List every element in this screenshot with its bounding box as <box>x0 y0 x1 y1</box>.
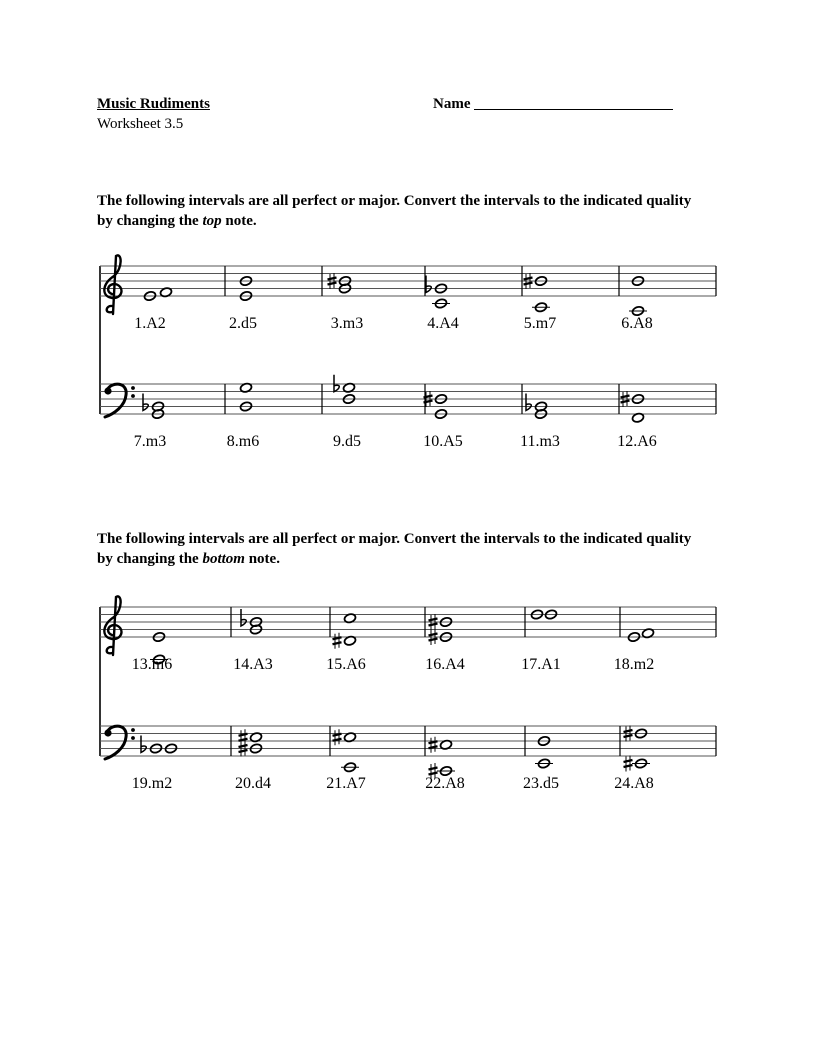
interval-label: 12.A6 <box>617 433 657 450</box>
interval-label: 6.A8 <box>621 315 653 332</box>
flat-sign <box>141 736 146 753</box>
instruction-top-note: The following intervals are all perfect or major. Convert the intervals to the indicated quality by changing the top note. <box>97 193 692 229</box>
interval-label: 3.m3 <box>330 315 364 332</box>
interval-label: 19.m2 <box>131 775 173 792</box>
worksheet-label: Worksheet 3.5 <box>97 116 184 132</box>
interval-9.d5 <box>334 375 356 405</box>
interval-21.A7 <box>333 729 360 772</box>
interval-22.A8 <box>429 737 456 779</box>
interval-label: 23.d5 <box>523 775 559 792</box>
staff <box>100 726 716 756</box>
interval-label: 17.A1 <box>521 656 561 673</box>
flat-sign <box>334 375 339 392</box>
interval-5.m7 <box>524 273 551 313</box>
interval-label: 14.A3 <box>233 656 273 673</box>
flat-sign <box>241 609 246 626</box>
interval-15.A6 <box>333 613 357 649</box>
course-title: Music Rudiments <box>97 96 210 112</box>
interval-label: 22.A8 <box>425 775 465 792</box>
interval-label: 5.m7 <box>523 315 557 332</box>
staff <box>100 266 716 296</box>
interval-label: 21.A7 <box>326 775 366 792</box>
sharp-sign <box>429 737 438 753</box>
interval-18.m2 <box>627 628 654 643</box>
interval-8.m6 <box>239 382 252 412</box>
flat-sign <box>426 276 431 293</box>
sharp-sign <box>624 756 633 772</box>
interval-10.A5 <box>424 391 448 419</box>
treble-clef-icon <box>104 596 121 655</box>
interval-12.A6 <box>621 391 645 423</box>
interval-label: 16.A4 <box>425 656 465 673</box>
sharp-sign <box>239 729 248 745</box>
interval-label: 2.d5 <box>229 315 257 332</box>
name-label: Name <box>433 96 471 112</box>
interval-1.A2 <box>143 287 172 302</box>
treble-clef-icon <box>104 255 121 314</box>
sharp-sign <box>333 633 342 649</box>
interval-label: 15.A6 <box>326 656 366 673</box>
instruction-bottom-note: The following intervals are all perfect or major. Convert the intervals to the indicated quality by changing the bottom note. <box>97 531 692 567</box>
interval-3.m3 <box>328 273 352 294</box>
interval-19.m2 <box>141 736 178 754</box>
flat-sign <box>526 394 531 411</box>
interval-label: 20.d4 <box>235 775 271 792</box>
bass-clef-icon <box>104 726 135 759</box>
interval-label: 7.m3 <box>133 433 167 450</box>
interval-label: 8.m6 <box>226 433 260 450</box>
interval-label: 13.m6 <box>131 656 173 673</box>
flat-sign <box>143 394 148 411</box>
interval-label: 9.d5 <box>333 433 361 450</box>
sharp-sign <box>333 729 342 745</box>
interval-label: 24.A8 <box>614 775 654 792</box>
interval-label: 18.m2 <box>613 656 655 673</box>
staff <box>100 384 716 414</box>
interval-label: 11.m3 <box>520 433 560 450</box>
staff <box>100 607 716 637</box>
interval-label: 1.A2 <box>134 315 166 332</box>
bass-clef-icon <box>104 384 135 417</box>
interval-label: 10.A5 <box>423 433 463 450</box>
interval-label: 4.A4 <box>427 315 459 332</box>
